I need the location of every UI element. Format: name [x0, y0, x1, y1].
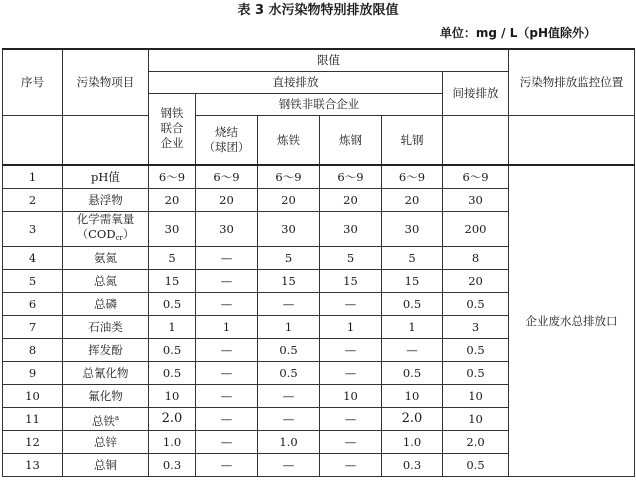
header-steel-nonjoint: 钢铁非联合企业	[196, 93, 443, 115]
value-indirect: 200	[443, 212, 509, 247]
value-steel-joint: 30	[149, 212, 196, 247]
header-direct-discharge: 直接排放	[149, 71, 443, 93]
header-steel-joint	[149, 93, 196, 165]
value-steel-joint: 0.5	[149, 293, 196, 316]
header-limit: 限值	[149, 49, 509, 71]
value-rolling: 15	[382, 270, 443, 293]
row-number: 11	[3, 408, 63, 431]
header-steelmaking: 炼钢	[320, 115, 382, 165]
pollutant-name: pH值	[63, 165, 149, 189]
pollutant-name-line1: 化学需氧量	[76, 212, 135, 226]
value-steelmaking: 15	[320, 270, 382, 293]
value-sinter: —	[196, 408, 258, 431]
pollutant-name: 挥发酚	[63, 339, 149, 362]
value-ironmaking: 6～9	[258, 165, 320, 189]
value-indirect: 3	[443, 316, 509, 339]
emission-limits-table	[2, 48, 635, 477]
value-sinter: —	[196, 247, 258, 270]
pollutant-name: 总磷	[63, 293, 149, 316]
value-steel-joint: 10	[149, 385, 196, 408]
row-number: 3	[3, 212, 63, 247]
pollutant-name: 总铜	[63, 454, 149, 477]
row-number: 7	[3, 316, 63, 339]
header-monitor-location: 污染物排放监控位置	[509, 49, 635, 115]
value-indirect: 10	[443, 385, 509, 408]
cod-prefix: （COD	[76, 227, 116, 241]
value-sinter: 1	[196, 316, 258, 339]
value-ironmaking: 0.5	[258, 362, 320, 385]
value-steel-joint: 15	[149, 270, 196, 293]
value-steel-joint: 0.3	[149, 454, 196, 477]
value-ironmaking: 30	[258, 212, 320, 247]
value-indirect: 6～9	[443, 165, 509, 189]
value-indirect: 10	[443, 408, 509, 431]
value-steel-joint: 5	[149, 247, 196, 270]
header-steel-joint-line3: 企业	[160, 136, 184, 151]
header-steel-joint-line1: 钢铁	[160, 106, 184, 121]
value-steel-joint: 2.0	[149, 408, 196, 431]
value-steel-joint: 6～9	[149, 165, 196, 189]
row-number: 5	[3, 270, 63, 293]
value-indirect: 2.0	[443, 431, 509, 454]
header-sinter-line1: 烧结	[215, 124, 238, 139]
value-sinter: —	[196, 270, 258, 293]
value-steelmaking: —	[320, 362, 382, 385]
value-sinter: —	[196, 339, 258, 362]
value-ironmaking: 1	[258, 316, 320, 339]
row-number: 4	[3, 247, 63, 270]
value-steelmaking: —	[320, 454, 382, 477]
pollutant-name: 悬浮物	[63, 189, 149, 212]
value-rolling: 1.0	[382, 431, 443, 454]
value-steelmaking: 10	[320, 385, 382, 408]
value-steelmaking: —	[320, 431, 382, 454]
value-rolling: 30	[382, 212, 443, 247]
pollutant-name	[63, 408, 149, 431]
value-sinter: —	[196, 431, 258, 454]
value-steel-joint: 0.5	[149, 339, 196, 362]
header-rolling: 轧钢	[382, 115, 443, 165]
value-rolling: 6～9	[382, 165, 443, 189]
monitor-location: 企业废水总排放口	[509, 165, 635, 477]
value-steelmaking: —	[320, 293, 382, 316]
footnote-marker: a	[114, 413, 120, 422]
value-sinter: —	[196, 293, 258, 316]
header-spacer-monitor	[509, 115, 635, 165]
value-ironmaking: —	[258, 293, 320, 316]
value-rolling: 5	[382, 247, 443, 270]
value-indirect: 0.5	[443, 362, 509, 385]
value-steel-joint: 20	[149, 189, 196, 212]
value-indirect: 0.5	[443, 293, 509, 316]
pollutant-name: 总氰化物	[63, 362, 149, 385]
value-ironmaking: —	[258, 454, 320, 477]
row-number: 13	[3, 454, 63, 477]
value-ironmaking: 1.0	[258, 431, 320, 454]
value-sinter: —	[196, 362, 258, 385]
value-ironmaking: 0.5	[258, 339, 320, 362]
value-steelmaking: 20	[320, 189, 382, 212]
value-rolling: 10	[382, 385, 443, 408]
value-indirect: 0.5	[443, 339, 509, 362]
value-steelmaking: —	[320, 339, 382, 362]
value-sinter: 6～9	[196, 165, 258, 189]
table-title: 表 3 水污染物特别排放限值	[237, 3, 399, 18]
pollutant-name: 氨氮	[63, 247, 149, 270]
header-spacer-indirect	[443, 115, 509, 165]
value-sinter: —	[196, 385, 258, 408]
header-indirect-discharge: 间接排放	[443, 71, 509, 115]
pollutant-name-text: 总铁	[91, 413, 115, 428]
pollutant-name	[63, 212, 149, 247]
value-indirect: 30	[443, 189, 509, 212]
row-number: 10	[3, 385, 63, 408]
value-ironmaking: 5	[258, 247, 320, 270]
header-ironmaking: 炼铁	[258, 115, 320, 165]
value-steelmaking: 5	[320, 247, 382, 270]
pollutant-name-line2	[77, 227, 135, 241]
cod-subscript: cr	[115, 234, 123, 242]
value-ironmaking: 15	[258, 270, 320, 293]
value-sinter: 20	[196, 189, 258, 212]
value-ironmaking: 20	[258, 189, 320, 212]
value-steelmaking: 6～9	[320, 165, 382, 189]
value-steelmaking: 1	[320, 316, 382, 339]
value-steel-joint: 1	[149, 316, 196, 339]
header-seq: 序号	[3, 49, 63, 115]
header-steel-joint-line2: 联合	[160, 121, 184, 136]
value-indirect: 20	[443, 270, 509, 293]
value-indirect: 8	[443, 247, 509, 270]
pollutant-name: 总氮	[63, 270, 149, 293]
value-rolling: 2.0	[382, 408, 443, 431]
header-pollutant: 污染物项目	[63, 49, 149, 115]
value-rolling: 0.5	[382, 293, 443, 316]
header-sinter	[196, 115, 258, 165]
value-rolling: —	[382, 339, 443, 362]
value-rolling: 0.5	[382, 362, 443, 385]
value-rolling: 20	[382, 189, 443, 212]
header-spacer-seq	[3, 115, 63, 165]
row-number: 9	[3, 362, 63, 385]
value-sinter: —	[196, 454, 258, 477]
value-rolling: 0.3	[382, 454, 443, 477]
pollutant-name: 氟化物	[63, 385, 149, 408]
value-steelmaking: —	[320, 408, 382, 431]
value-rolling: 1	[382, 316, 443, 339]
unit-note: 单位：mg / L（pH值除外）	[439, 26, 596, 40]
header-sinter-line2: （球团）	[203, 139, 250, 154]
row-number: 2	[3, 189, 63, 212]
value-indirect: 0.5	[443, 454, 509, 477]
cod-suffix: ）	[122, 227, 135, 241]
value-sinter: 30	[196, 212, 258, 247]
value-ironmaking: —	[258, 385, 320, 408]
pollutant-name: 石油类	[63, 316, 149, 339]
row-number: 12	[3, 431, 63, 454]
value-steel-joint: 0.5	[149, 362, 196, 385]
value-ironmaking: —	[258, 408, 320, 431]
header-spacer-pollutant	[63, 115, 149, 165]
table-row	[3, 165, 635, 189]
value-steelmaking: 30	[320, 212, 382, 247]
row-number: 8	[3, 339, 63, 362]
value-steel-joint: 1.0	[149, 431, 196, 454]
row-number: 1	[3, 165, 63, 189]
pollutant-name: 总锌	[63, 431, 149, 454]
row-number: 6	[3, 293, 63, 316]
